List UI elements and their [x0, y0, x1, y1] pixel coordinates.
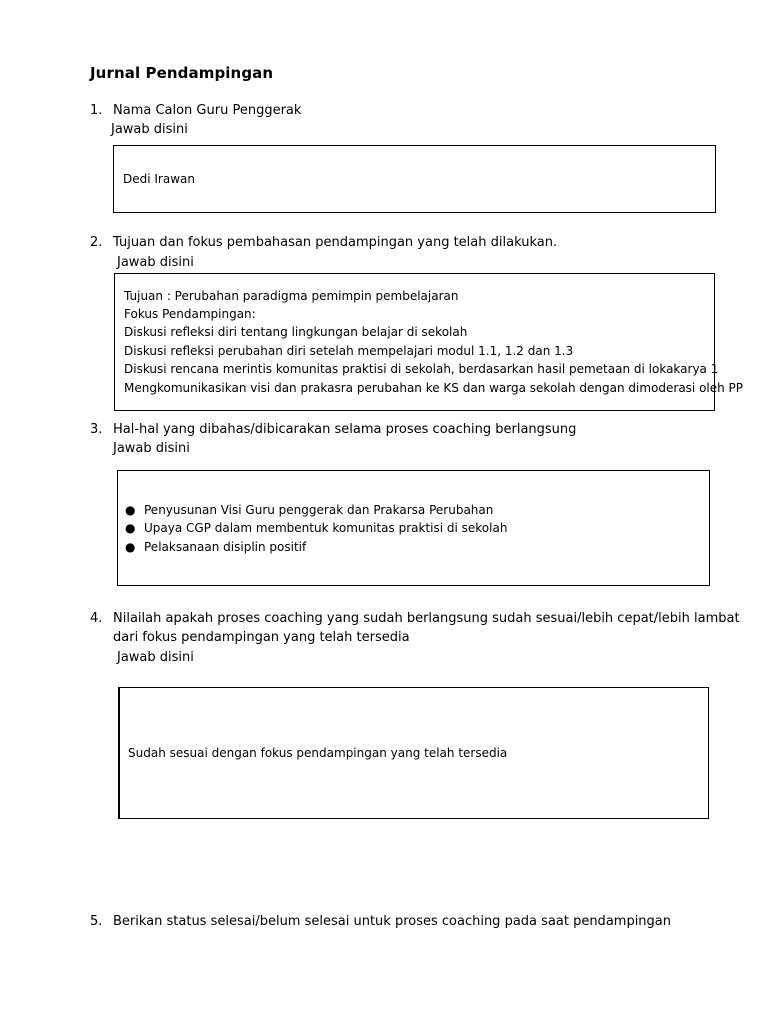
bullet-text: Penyusunan Visi Guru penggerak dan Prakarsa Perubahan — [144, 503, 494, 517]
question-number: 4. — [90, 611, 103, 626]
answer-text: Dedi Irawan — [123, 172, 195, 186]
jawab-label: Jawab disini — [113, 441, 190, 456]
answer-box-1 — [113, 145, 716, 213]
jawab-label: Jawab disini — [111, 122, 188, 137]
bullet-text: Pelaksanaan disiplin positif — [144, 540, 307, 554]
jawab-label: Jawab disini — [117, 650, 194, 665]
answer-box-3 — [117, 470, 710, 586]
answer-line: Fokus Pendampingan: — [124, 307, 256, 321]
answer-line: Diskusi rencana merintis komunitas praktisi di sekolah, berdasarkan hasil pemetaan di lokakarya 1 — [124, 362, 719, 376]
answer-line: Diskusi refleksi diri tentang lingkungan belajar di sekolah — [124, 325, 468, 339]
bullet-icon: ● — [125, 521, 136, 535]
bullet-icon: ● — [125, 540, 136, 554]
answer-box-2 — [114, 273, 744, 411]
question-text: Hal-hal yang dibahas/dibicarakan selama proses coaching berlangsung — [113, 422, 577, 437]
jawab-label: Jawab disini — [117, 255, 194, 270]
document-title: Jurnal Pendampingan — [90, 64, 274, 82]
answer-line: Tujuan : Perubahan paradigma pemimpin pembelajaran — [124, 289, 459, 303]
bullet-icon: ● — [125, 503, 136, 517]
question-text: Tujuan dan fokus pembahasan pendampingan yang telah dilakukan. — [113, 235, 558, 250]
question-number: 3. — [90, 422, 103, 437]
answer-box-4 — [118, 687, 709, 819]
answer-text: Sudah sesuai dengan fokus pendampingan yang telah tersedia — [128, 746, 508, 760]
question-text: Berikan status selesai/belum selesai untuk proses coaching pada saat pendampingan — [113, 914, 672, 929]
question-text: dari fokus pendampingan yang telah tersedia — [113, 630, 410, 645]
bullet-text: Upaya CGP dalam membentuk komunitas praktisi di sekolah — [144, 521, 508, 535]
answer-line: Diskusi refleksi perubahan diri setelah mempelajari modul 1.1, 1.2 dan 1.3 — [124, 344, 574, 358]
question-text: Nama Calon Guru Penggerak — [113, 103, 302, 118]
question-text: Nilailah apakah proses coaching yang sudah berlangsung sudah sesuai/lebih cepat/lebih lambat — [113, 611, 740, 626]
question-number: 1. — [90, 103, 103, 118]
answer-line: Mengkomunikasikan visi dan prakasra perubahan ke KS dan warga sekolah dengan dimoderasi oleh PP — [124, 381, 744, 395]
question-number: 5. — [90, 914, 103, 929]
question-number: 2. — [90, 235, 103, 250]
